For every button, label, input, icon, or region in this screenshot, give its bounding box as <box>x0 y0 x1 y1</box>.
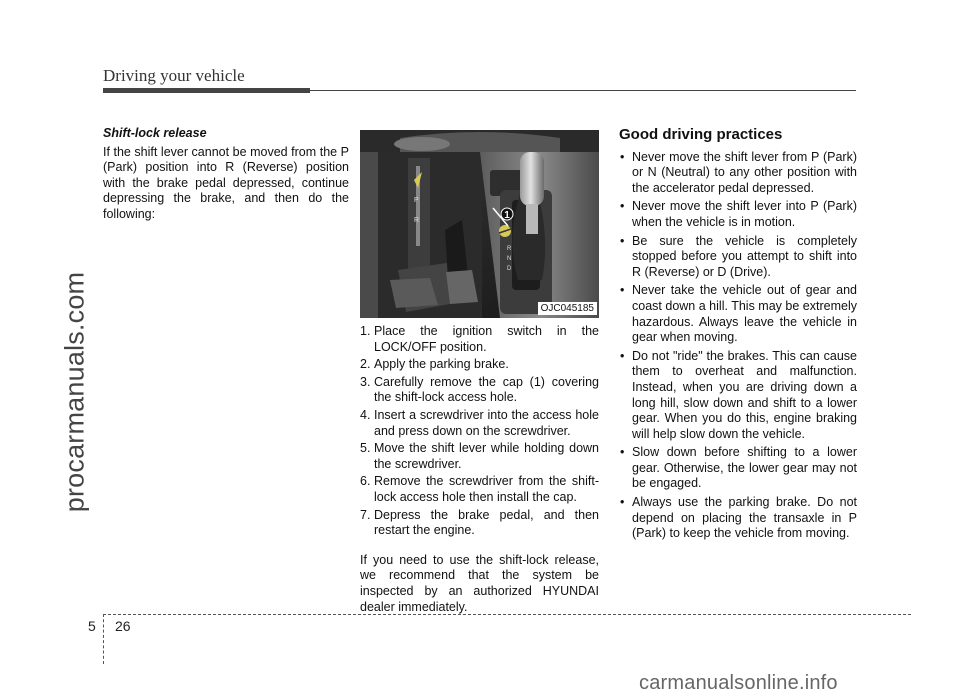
bullet-icon: • <box>620 233 625 248</box>
dealer-note: If you need to use the shift-lock release, we recommend that the system be inspected by an authorized HYUNDAI dealer immediately. <box>360 552 599 614</box>
shift-lock-intro <box>103 126 349 223</box>
callout-number: 1 <box>504 210 510 221</box>
bullet-text: Never move the shift lever from P (Park) or N (Neutral) to any other position with the accelerator pedal depressed. <box>632 149 857 195</box>
pedal-gate-letter-r: R <box>414 217 420 224</box>
step-text: Insert a screwdriver into the access hole and press down on the screwdriver. <box>374 407 599 438</box>
step-item <box>360 375 599 406</box>
good-driving-heading: Good driving practices <box>619 126 783 143</box>
step-item <box>360 508 599 539</box>
gate-letter-d: D <box>507 266 512 272</box>
list-item <box>619 199 857 230</box>
step-number: 6. <box>360 474 371 489</box>
bullet-icon: • <box>620 445 625 460</box>
shift-lock-paragraph: If the shift lever cannot be moved from the P (Park) position into R (Reverse) position with the brake pedal depressed, continue depressing the brake, and then do the following: <box>103 144 349 221</box>
page-header-title: Driving your vehicle <box>103 66 245 85</box>
step-item <box>360 324 599 355</box>
bullet-icon: • <box>620 495 625 510</box>
footer-vertical-divider <box>103 614 104 664</box>
bullet-icon: • <box>620 348 625 363</box>
good-driving-section <box>619 127 857 545</box>
bullet-text: Do not "ride" the brakes. This can cause them to overheat and malfunction. Instead, when you are driving down a long hill, slow down and shift to a lower gear. When you do this, engine braking will help slow down the vehicle. <box>632 348 857 441</box>
gate-letter-r: R <box>507 246 512 252</box>
footer-site-watermark: carmanualsonline.info <box>639 672 838 694</box>
step-number: 5. <box>360 441 371 456</box>
chapter-number: 5 <box>88 618 96 634</box>
step-item <box>360 357 599 373</box>
bullet-text: Never take the vehicle out of gear and coast down a hill. This may be extremely hazardous. Always leave the vehicle in gear when moving. <box>632 283 857 345</box>
footer-divider <box>103 614 911 615</box>
step-item <box>360 474 599 505</box>
step-item <box>360 441 599 472</box>
step-number: 7. <box>360 507 371 522</box>
figure-code: OJC045185 <box>538 302 597 315</box>
step-number: 1. <box>360 324 371 338</box>
step-text: Place the ignition switch in the LOCK/OFF position. <box>374 324 599 354</box>
shift-lock-subheading: Shift-lock release <box>103 126 207 140</box>
step-number: 2. <box>360 357 371 372</box>
list-item <box>619 445 857 492</box>
shift-lock-figure <box>360 130 599 318</box>
bullet-text: Never move the shift lever into P (Park) when the vehicle is in motion. <box>632 199 857 229</box>
bullet-text: Be sure the vehicle is completely stopped before you attempt to shift into R (Reverse) or D (Drive). <box>632 233 857 279</box>
gate-letter-n: N <box>507 256 512 262</box>
list-item <box>619 234 857 281</box>
list-item <box>619 349 857 443</box>
shift-lock-steps <box>360 324 599 615</box>
list-item <box>619 495 857 542</box>
step-text: Depress the brake pedal, and then restart the engine. <box>374 507 599 538</box>
pedal-gate-letter-p: P <box>414 197 419 204</box>
header-rule-thin <box>310 90 856 91</box>
step-text: Move the shift lever while holding down the screwdriver. <box>374 441 599 471</box>
console-illustration <box>360 130 599 318</box>
steps-list <box>360 324 599 539</box>
bullet-text: Always use the parking brake. Do not depend on placing the transaxle in P (Park) to keep the vehicle from moving. <box>632 495 857 541</box>
step-number: 3. <box>360 374 371 389</box>
bullet-text: Slow down before shifting to a lower gear. Otherwise, the lower gear may not be engaged. <box>632 445 857 491</box>
bullet-icon: • <box>620 283 625 298</box>
page-number: 26 <box>115 618 131 634</box>
bullet-icon: • <box>620 199 625 214</box>
bullet-icon: • <box>620 149 625 164</box>
step-number: 4. <box>360 407 371 422</box>
side-watermark: procarmanuals.com <box>59 271 90 513</box>
list-item <box>619 150 857 197</box>
step-text: Carefully remove the cap (1) covering the shift-lock access hole. <box>374 374 599 405</box>
header-rule-thick <box>103 88 310 93</box>
step-text: Remove the screwdriver from the shift-lock access hole then install the cap. <box>374 474 599 504</box>
good-driving-list <box>619 150 857 542</box>
step-text: Apply the parking brake. <box>374 357 509 372</box>
list-item <box>619 283 857 345</box>
step-item <box>360 408 599 439</box>
